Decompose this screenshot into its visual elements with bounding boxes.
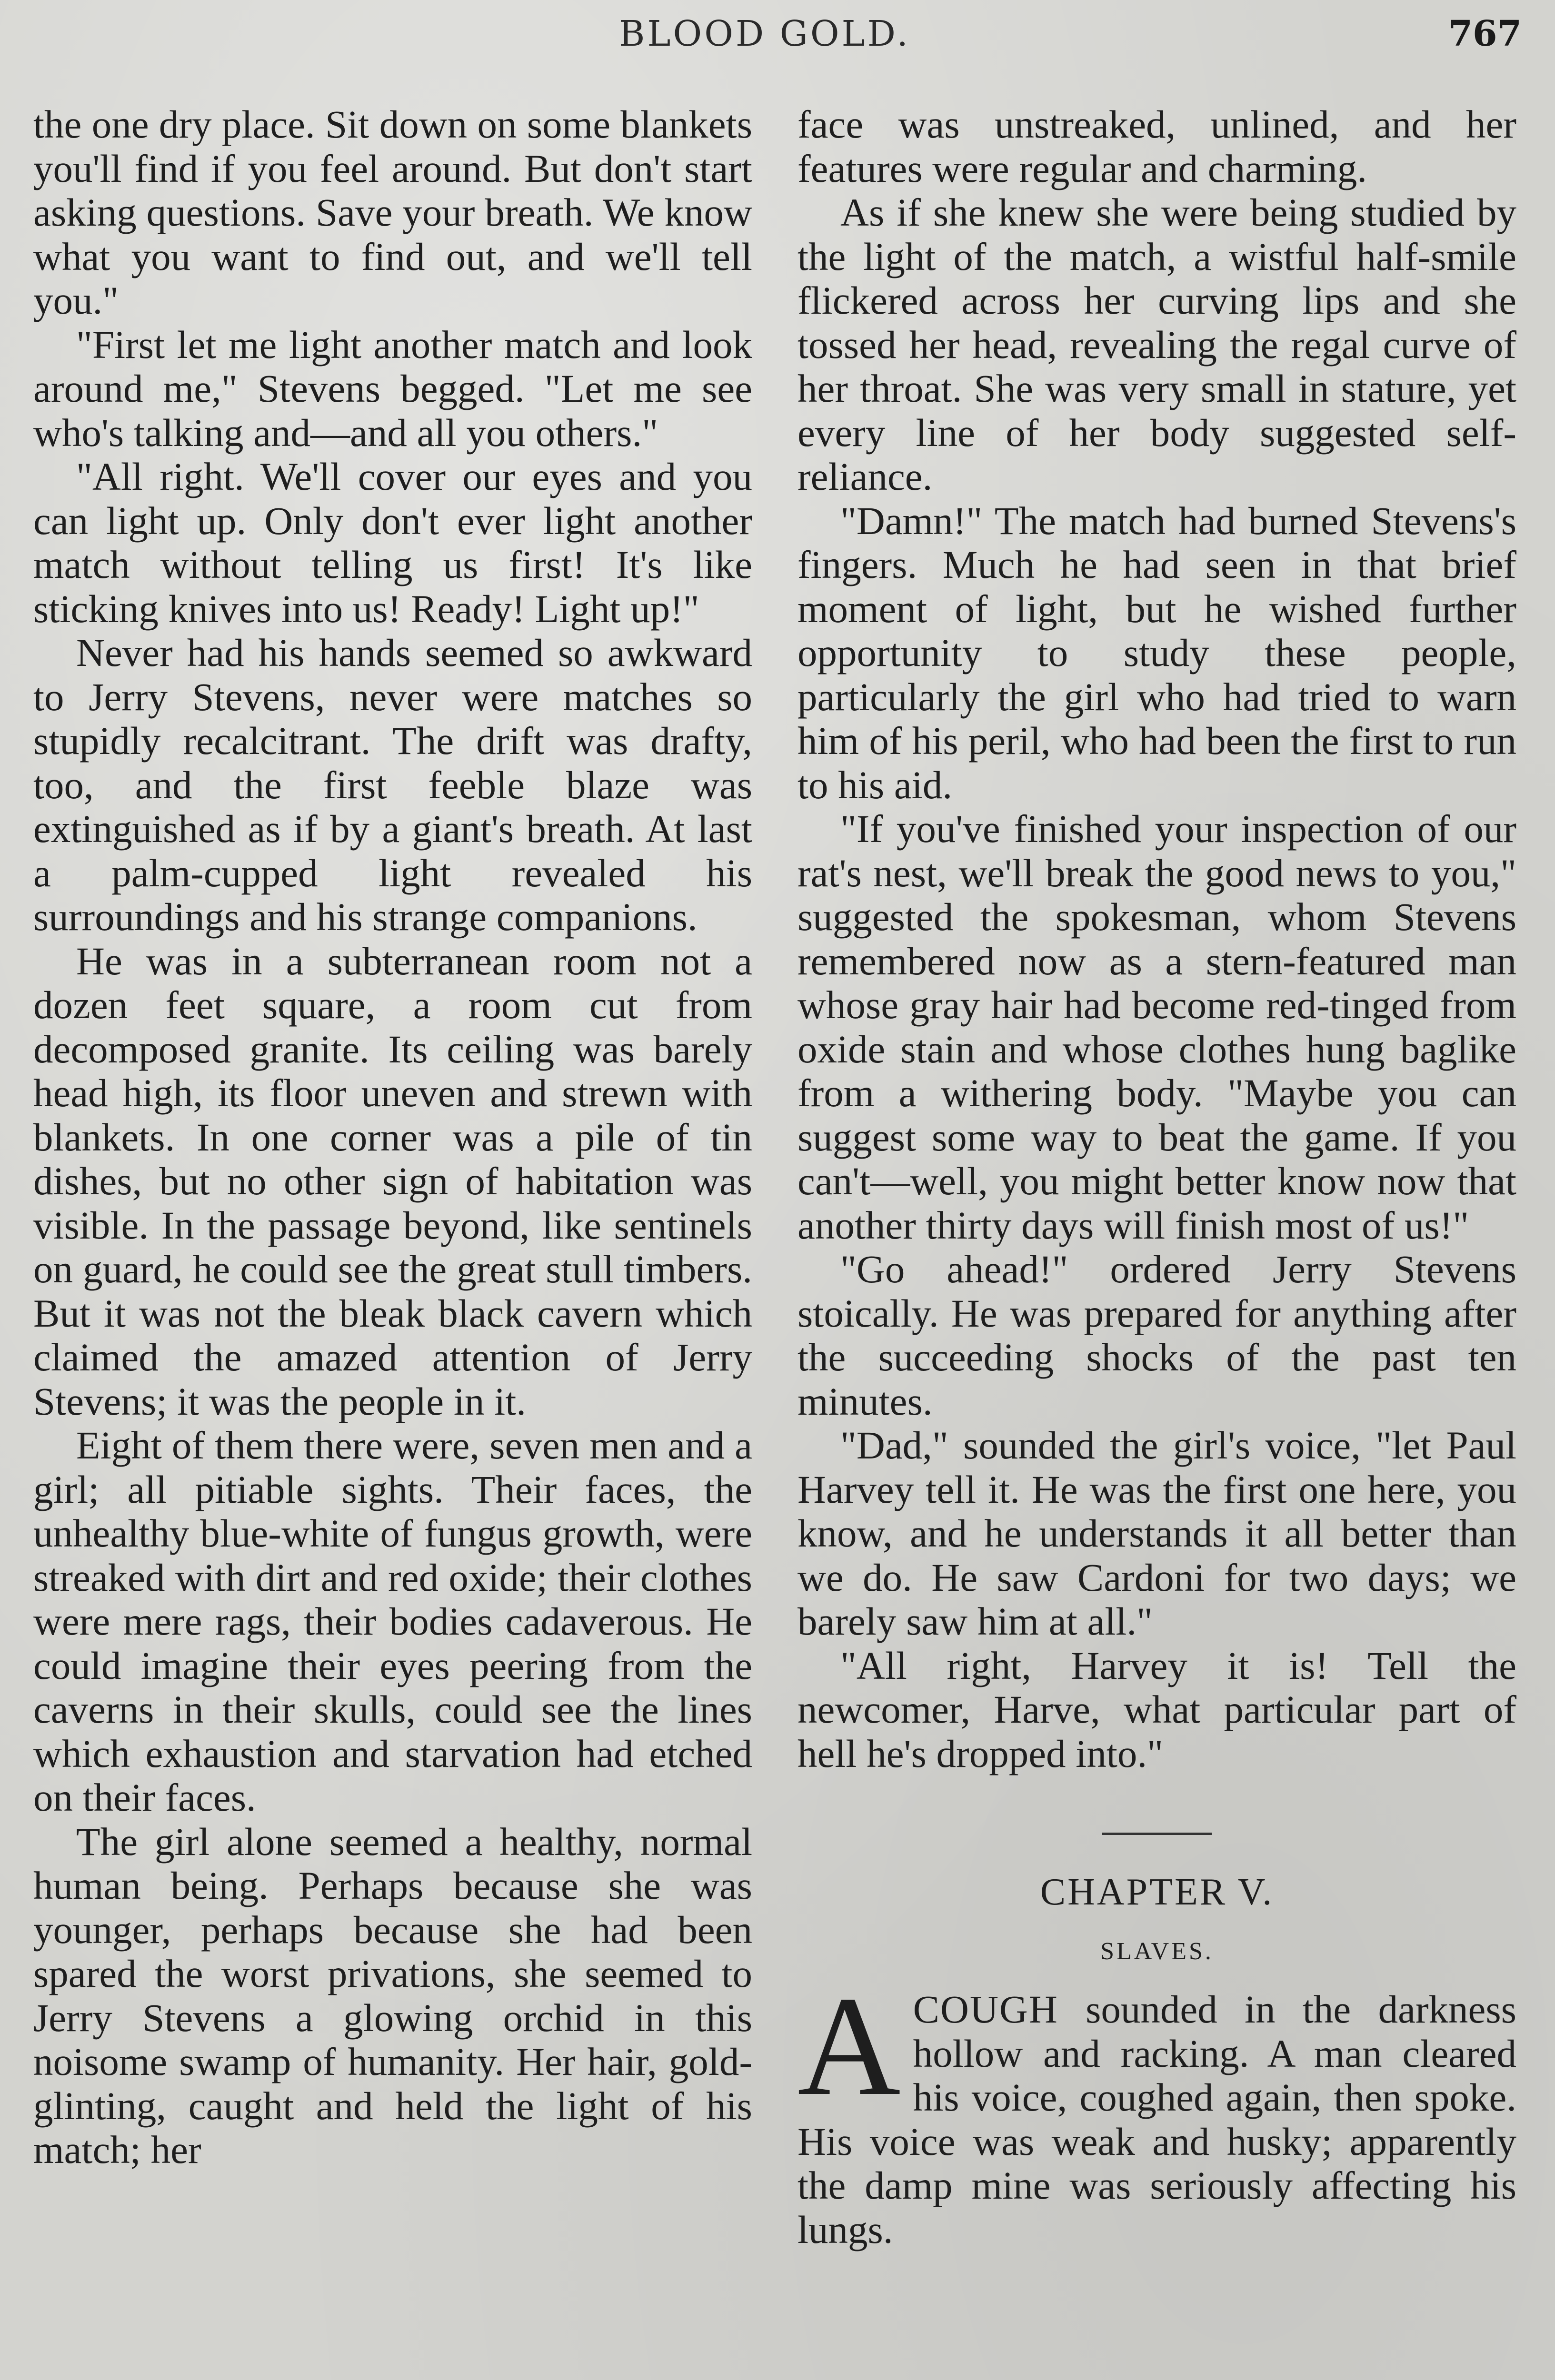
paragraph: As if she knew she were being studied by the light of the match, a wistful half-smile flickered across her curving lips and she tossed her head, revealing the regal curve of her throat. She was very small in stature, yet every line of her body suggested self-reliance. [797,190,1516,498]
right-column [797,102,1516,2363]
paragraph: face was unstreaked, unlined, and her features were regular and charming. [797,102,1516,190]
page-header [0,13,1555,66]
paragraph: "All right, Harvey it is! Tell the newcomer, Harve, what particular part of hell he's dropped into." [797,1643,1516,1775]
chapter-subtitle: SLAVES. [1100,1938,1214,1965]
paragraph: Never had his hands seemed so awkward to Jerry Stevens, never were matches so stupidly recalcitrant. The drift was drafty, too, and the first feeble blaze was extinguished as if by a giant's breath. At last a palm-cupped light revealed his surroundings and his strange companions. [33,631,752,939]
drop-cap: A [797,1967,901,2125]
page-number: 767 [1448,13,1522,54]
lead-caps: COUGH [913,1987,1058,2031]
paragraph: "Damn!" The match had burned Stevens's fingers. Much he had seen in that brief moment of light, but he wished further opportunity to study these people, particularly the girl who had tried to warn him of his peril, who had been the first to run to his aid. [797,498,1516,807]
chapter-paragraph-text: sounded in the darkness hollow and racking. A man cleared his voice, coughed again, then spoke. His voice was weak and husky; apparently the damp mine was seriously affecting his lungs. [797,1987,1516,2251]
paragraph: the one dry place. Sit down on some blankets you'll find if you feel around. But don't start asking questions. Save your breath. We know what you want to find out, and we'll tell you." [33,102,752,322]
paragraph: The girl alone seemed a healthy, normal human being. Perhaps because she was younger, perhaps because she had been spared the worst privations, she seemed to Jerry Stevens a glowing orchid in this noisome swamp of humanity. Her hair, gold-glinting, caught and held the light of his match; her [33,1819,752,2172]
chapter-heading: CHAPTER V. [1040,1871,1274,1913]
chapter-divider [1102,1833,1212,1835]
left-column [33,102,752,2363]
running-title: BLOOD GOLD. [619,13,910,54]
paragraph: "Go ahead!" ordered Jerry Stevens stoically. He was prepared for anything after the succeeding shocks of the past ten minutes. [797,1247,1516,1423]
chapter-opening-paragraph [797,1967,1516,2251]
paragraph: "Dad," sounded the girl's voice, "let Paul Harvey tell it. He was the first one here, you know, and he understands it all better than we do. He saw Cardoni for two days; we barely saw him at all." [797,1423,1516,1643]
paragraph: Eight of them there were, seven men and a girl; all pitiable sights. Their faces, the unhealthy blue-white of fungus growth, were streaked with dirt and red oxide; their clothes were mere rags, their bodies cadaverous. He could imagine their eyes peering from the caverns in their skulls, could see the lines which exhaustion and starvation had etched on their faces. [33,1423,752,1819]
paragraph: He was in a subterranean room not a dozen feet square, a room cut from decomposed granite. Its ceiling was barely head high, its floor uneven and strewn with blankets. In one corner was a pile of tin dishes, but no other sign of habitation was visible. In the passage beyond, like sentinels on guard, he could see the great stull timbers. But it was not the bleak black cavern which claimed the amazed attention of Jerry Stevens; it was the people in it. [33,939,752,1423]
paragraph: "First let me light another match and look around me," Stevens begged. "Let me see who's talking and—and all you others." [33,322,752,455]
paragraph: "If you've finished your inspection of our rat's nest, we'll break the good news to you," suggested the spokesman, whom Stevens remembered now as a stern-featured man whose gray hair had become red-tinged from oxide stain and whose clothes hung baglike from a withering body. "Maybe you can suggest some way to beat the game. If you can't—well, you might better know now that another thirty days will finish most of us!" [797,807,1516,1247]
paragraph: "All right. We'll cover our eyes and you can light up. Only don't ever light another match without telling us first! It's like sticking knives into us! Ready! Light up!" [33,455,752,631]
